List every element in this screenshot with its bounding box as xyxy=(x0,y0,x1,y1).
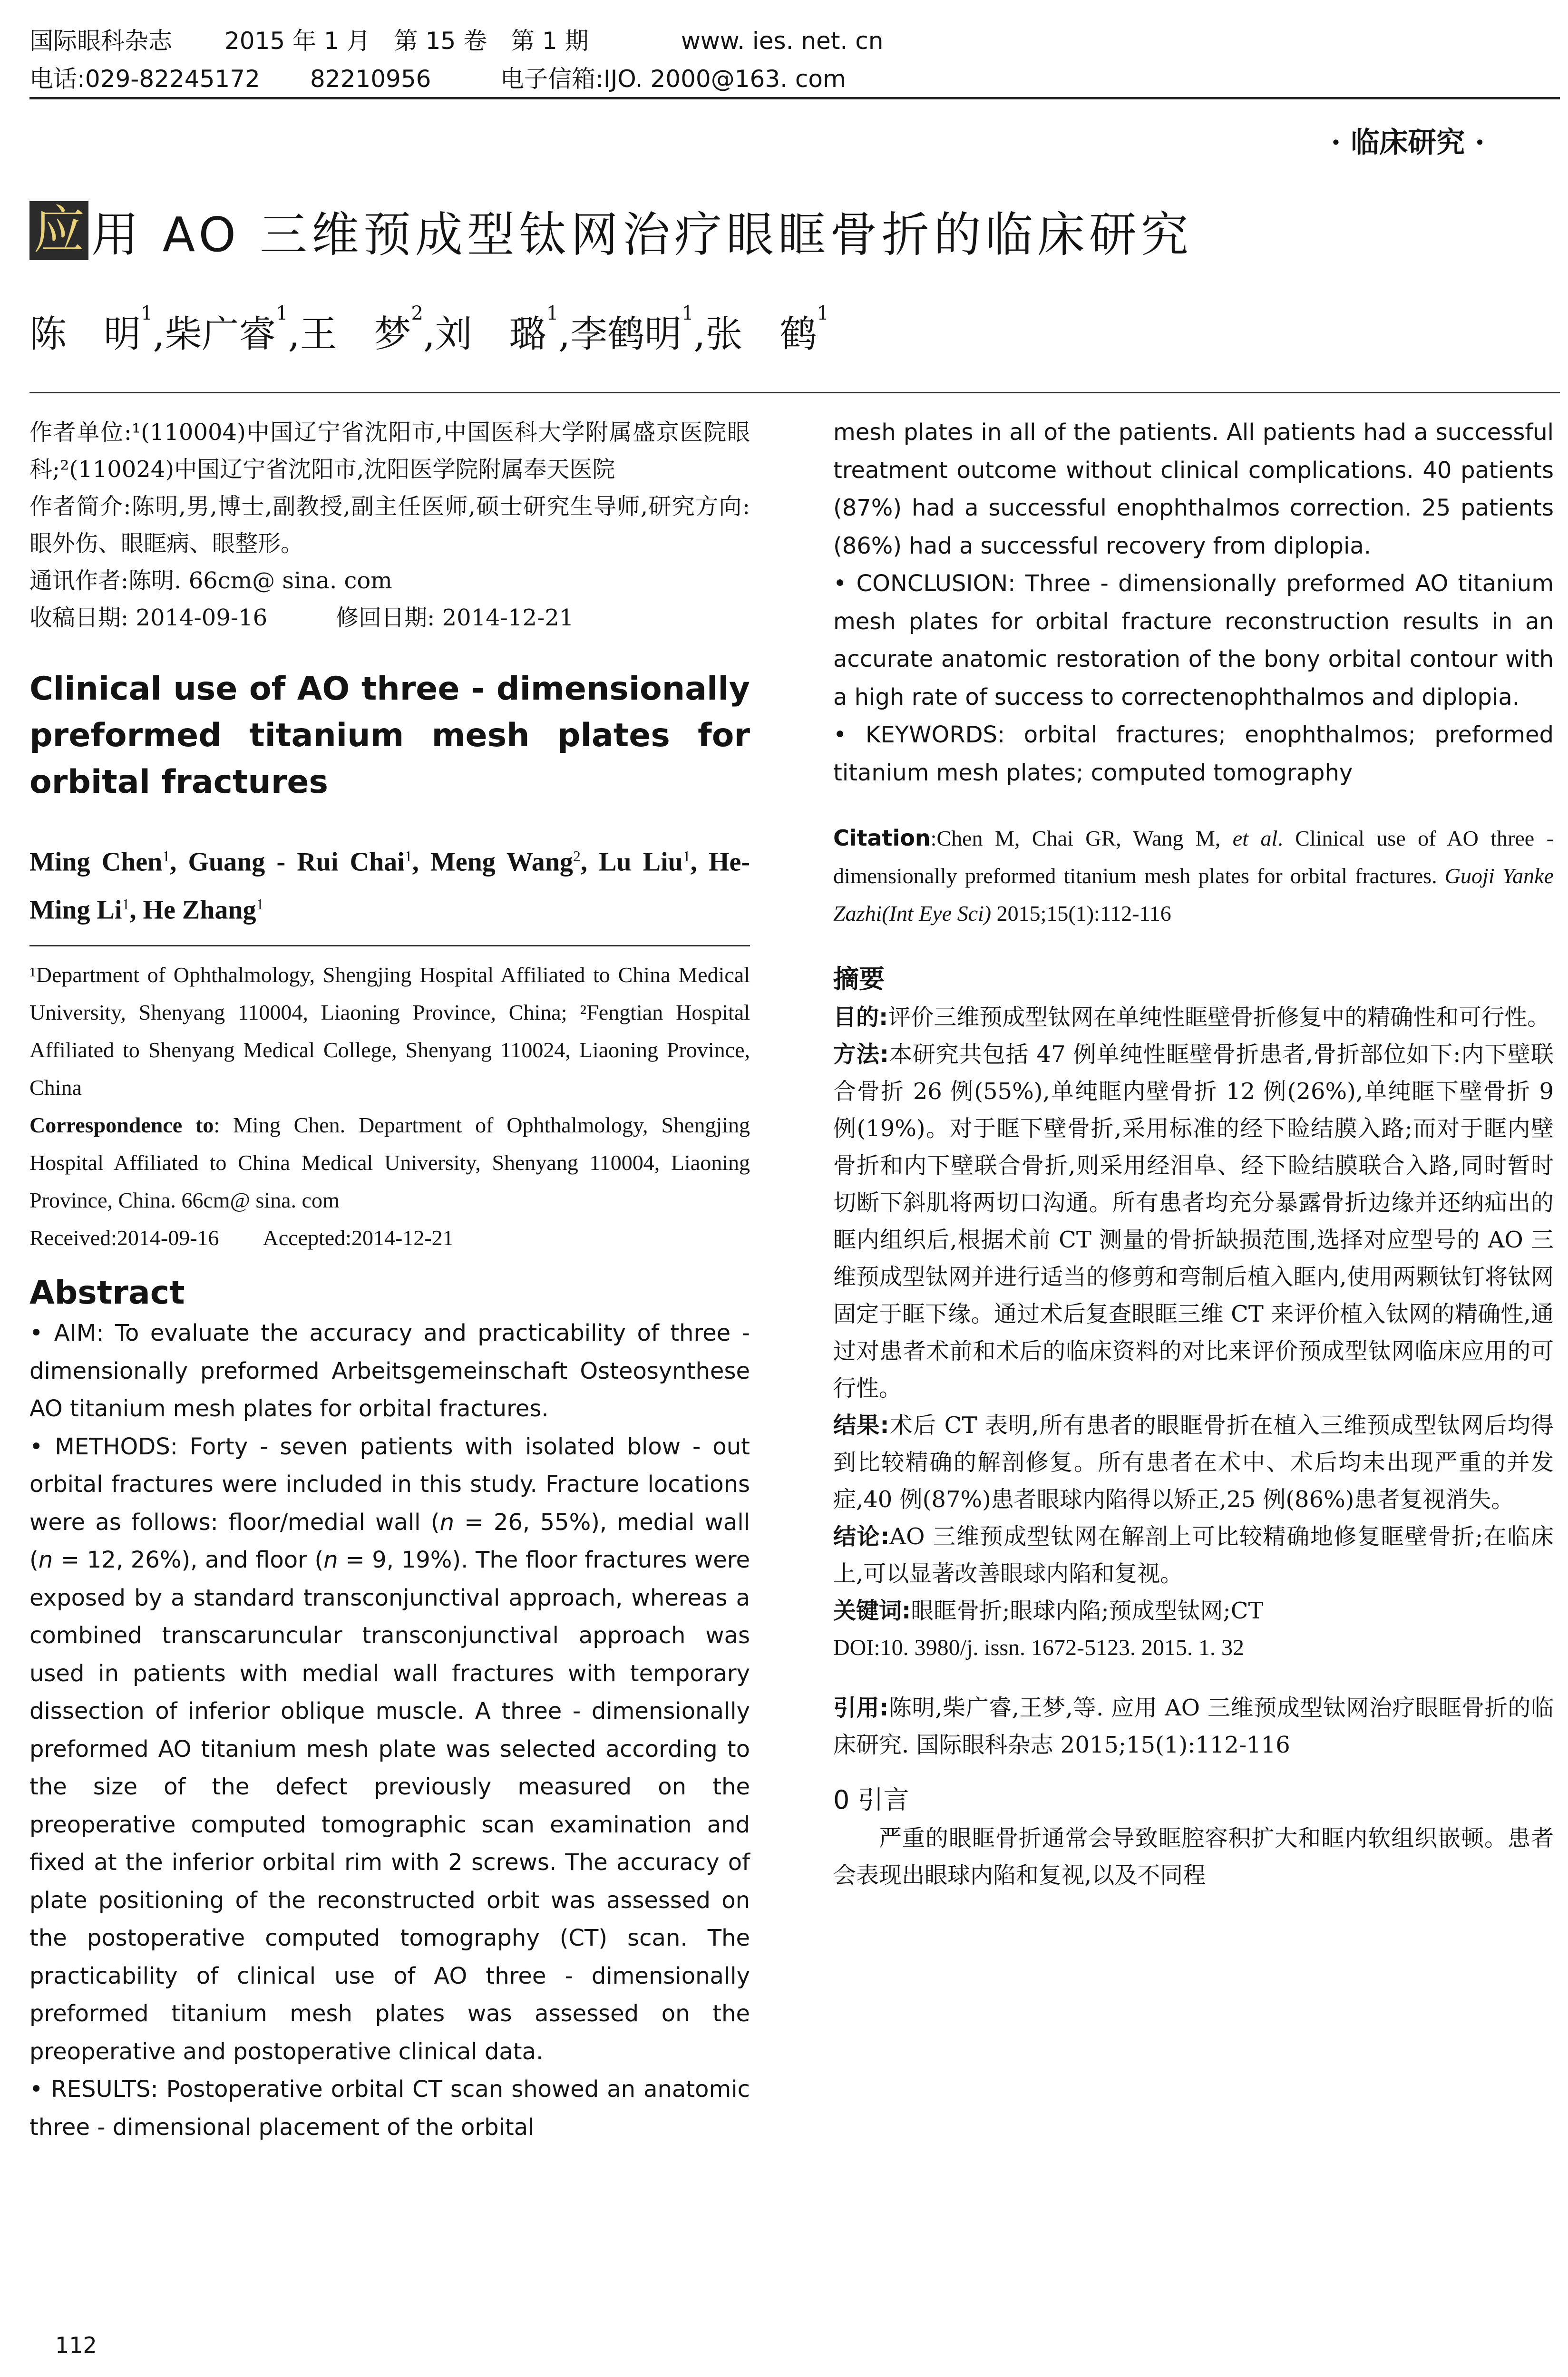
results-cn xyxy=(833,1407,1554,1518)
correspondence-en xyxy=(29,1106,750,1219)
abstract-heading: Abstract xyxy=(29,1274,185,1312)
author-sup: 2 xyxy=(411,302,423,324)
article-title-en: Clinical use of AO three - dimensionally preformed titanium mesh plates for orbital fractures xyxy=(29,670,750,801)
citation-part: 2015;15(1):112-116 xyxy=(991,901,1171,925)
author-en: Guang - Rui Chai xyxy=(188,847,405,877)
author-sup: 1 xyxy=(546,302,559,324)
author-cn: 柴广睿 xyxy=(165,313,276,356)
intro-text: 严重的眼眶骨折通常会导致眶腔容积扩大和眶内软组织嵌顿。患者会表现出眼球内陷和复视,以及不同程 xyxy=(833,1825,1554,1889)
title-initial: 应 xyxy=(29,201,88,260)
conclusion-cn-label: 结论: xyxy=(833,1523,890,1550)
citation-part: . Clinical use of AO three - dimensionally preformed titanium mesh plates for orbital fractures. xyxy=(833,826,1554,888)
methods-cn-text: 本研究共包括 47 例单纯性眶壁骨折患者,骨折部位如下:内下壁联合骨折 26 例(55%),单纯眶内壁骨折 12 例(26%),单纯眶下壁骨折 9 例(19%)。对于眶下壁骨折,采用标准的经下睑结膜入路;而对于眶内壁骨折和内下壁联合骨折,则采用经泪阜、经下睑结膜联合入路,同时暂时切断下斜肌将两切口沟通。所有患者均充分暴露骨折边缘并还纳疝出的眶内组织后,根据术前 CT 测量的骨折缺损范围,选择对应型号的 AO 三维预成型钛网并进行适当的修剪和弯制后植入眶内,使用两颗钛钉将钛网固定于眶下缘。通过术后复查眼眶三维 CT 来评价植入钛网的精确性,通过对患者术前和术后的临床资料的对比来评价预成型钛网临床应用的可行性。 xyxy=(833,1041,1554,1402)
aim-cn-label: 目的: xyxy=(833,1004,888,1031)
abstract-aim: • AIM: To evaluate the accuracy and practicability of three - dimensionally preformed Arbeitsgemeinschaft Osteosynthese AO titanium mesh plates for orbital fractures. xyxy=(29,1320,750,1422)
methods-cn xyxy=(833,1036,1554,1407)
methods-part: = 12, 26%), and floor ( xyxy=(53,1547,324,1574)
methods-part: • METHODS: Forty - seven patients with isolated blow - out orbital fractures were included in this study. Fracture locations were as follows: floor/medial wall ( xyxy=(29,1433,750,1536)
section-tag: · 临床研究 · xyxy=(1331,126,1485,159)
journal-name: 国际眼科杂志 xyxy=(29,27,172,55)
author-en: Ming Chen xyxy=(29,847,163,877)
author-bio-cn: 作者简介:陈明,男,博士,副教授,副主任医师,硕士研究生导师,研究方向:眼外伤、眼眶病、眼整形。 xyxy=(29,493,750,557)
author-en: Meng Wang xyxy=(430,847,573,877)
abstract-cn-heading: 摘要 xyxy=(833,964,885,994)
methods-cn-label: 方法: xyxy=(833,1041,889,1068)
author-sup: 1 xyxy=(817,302,829,324)
title-text: 用 AO 三维预成型钛网治疗眼眶骨折的临床研究 xyxy=(91,207,1193,263)
author-en: Lu Liu xyxy=(599,847,683,877)
n-symbol: n xyxy=(439,1509,454,1536)
phone: 电话:029-82245172 xyxy=(29,65,260,93)
citation-label: Citation xyxy=(833,825,931,851)
author-cn: 陈 明 xyxy=(29,313,141,356)
right-column xyxy=(833,414,1554,1894)
author-sup: 1 xyxy=(256,895,264,913)
citation-part: :Chen M, Chai GR, Wang M, xyxy=(930,826,1221,850)
correspondence-text: : Ming Chen. Department of Ophthalmology, Shengjing Hospital Affiliated to China Medical University, Shenyang 110004, Liaoning Province, China. 66cm@ sina. com xyxy=(29,1113,750,1213)
abstract-conclusion: • CONCLUSION: Three - dimensionally preformed AO titanium mesh plates for orbital fracture reconstruction results in an accurate anatomic restoration of the bony orbital contour with a high rate of success to correctenophthalmos and diplopia. xyxy=(833,570,1554,711)
intro-heading: 0 引言 xyxy=(833,1785,909,1815)
article-title-cn xyxy=(29,190,1193,271)
author-cn: 王 梦 xyxy=(300,313,411,356)
author-sup: 1 xyxy=(141,302,153,324)
abstract-methods xyxy=(29,1428,750,2071)
conclusion-cn-text: AO 三维预成型钛网在解剖上可比较精确地修复眶壁骨折;在临床上,可以显著改善眼球内陷和复视。 xyxy=(833,1523,1554,1587)
author-sup: 1 xyxy=(682,302,694,324)
keywords-cn-label: 关键词: xyxy=(833,1598,911,1624)
author-cn: 李鹤明 xyxy=(570,313,682,356)
keywords-cn xyxy=(833,1592,1554,1629)
citation-journal: Guoji Yanke Zazhi(Int Eye Sci) xyxy=(833,864,1554,925)
methods-part: = 26, 55%), medial wall ( xyxy=(29,1509,750,1574)
abstract-keywords: • KEYWORDS: orbital fractures; enophthalmos; preformed titanium mesh plates; computed tomography xyxy=(833,721,1554,786)
phone-2: 82210956 xyxy=(310,65,431,93)
citation-etal: et al xyxy=(1232,826,1278,850)
affiliation-cn: 作者单位:¹(110004)中国辽宁省沈阳市,中国医科大学附属盛京医院眼科;²(110024)中国辽宁省沈阳市,沈阳医学院附属奉天医院 xyxy=(29,419,750,483)
cite-cn xyxy=(833,1689,1554,1763)
running-header xyxy=(29,22,1537,98)
keywords-cn-text: 眼眶骨折;眼球内陷;预成型钛网;CT xyxy=(911,1598,1264,1624)
authors-en: Ming Chen$^1$, Guang - Rui Chai$^1$, Meng Wang$^2$, Lu Liu$^1$, He-Ming Li$^1$, He Zhang$^1$ xyxy=(29,847,750,925)
left-column xyxy=(29,414,750,2146)
author-sup: 1 xyxy=(682,848,691,865)
results-cn-text: 术后 CT 表明,所有患者的眼眶骨折在植入三维预成型钛网后均得到比较精确的解剖修复。所有患者在术中、术后均未出现严重的并发症,40 例(87%)患者眼球内陷得以矫正,25 例(86%)患者复视消失。 xyxy=(833,1412,1554,1513)
author-sup: 2 xyxy=(573,848,581,865)
author-en: He-Ming Li xyxy=(29,847,750,925)
author-sup: 1 xyxy=(404,848,412,865)
dates-cn: 收稿日期: 2014-09-16 修回日期: 2014-12-21 xyxy=(29,604,574,631)
results-continued: mesh plates in all of the patients. All patients had a successful treatment outcome without clinical complications. 40 patients (87%) had a successful enophthalmos correction. 25 patients (86%) had a successful recovery from diplopia. xyxy=(833,419,1554,559)
authors-cn: 陈 明$^1$,柴广睿$^1$,王 梦$^2$,刘 璐$^1$,李鹤明$^1$,张 鹤$^1$ xyxy=(29,302,829,356)
page-number: 112 xyxy=(55,2332,97,2358)
n-symbol: n xyxy=(38,1547,53,1574)
cite-cn-text: 陈明,柴广睿,王梦,等. 应用 AO 三维预成型钛网治疗眼眶骨折的临床研究. 国际眼科杂志 2015;15(1):112-116 xyxy=(833,1695,1554,1758)
authors-rule xyxy=(29,392,1560,393)
n-symbol: n xyxy=(323,1547,338,1574)
author-sup: 1 xyxy=(122,895,130,913)
doi[interactable]: DOI:10. 3980/j. issn. 1672-5123. 2015. 1. 32 xyxy=(833,1635,1244,1660)
header-rule xyxy=(29,97,1560,99)
corresponding-cn: 通讯作者:陈明. 66cm@ sina. com xyxy=(29,567,392,594)
email[interactable]: 电子信箱:IJO. 2000@163. com xyxy=(500,65,846,93)
author-sup: 1 xyxy=(162,848,170,865)
correspondence-label: Correspondence to xyxy=(29,1113,214,1138)
author-en: He Zhang xyxy=(143,895,256,925)
affiliation-rule xyxy=(29,945,750,946)
conclusion-cn xyxy=(833,1518,1554,1592)
author-cn: 刘 璐 xyxy=(435,313,546,356)
aim-cn-text: 评价三维预成型钛网在单纯性眶壁骨折修复中的精确性和可行性。 xyxy=(888,1004,1550,1031)
citation-en xyxy=(833,819,1554,932)
results-cn-label: 结果: xyxy=(833,1412,889,1439)
affiliation-en: ¹Department of Ophthalmology, Shengjing Hospital Affiliated to China Medical University, Shenyang 110004, Liaoning Province, China; ²Fengtian Hospital Affiliated to Shenyang Medical College, Shenyang 110024, Liaoning Province, China xyxy=(29,963,750,1100)
abstract-results: • RESULTS: Postoperative orbital CT scan showed an anatomic three - dimensional placement of the orbital xyxy=(29,2076,750,2141)
received-accepted: Received:2014-09-16 Accepted:2014-12-21 xyxy=(29,1226,454,1250)
methods-part: = 9, 19%). The floor fractures were exposed by a standard transconjunctival approach, whereas a combined transcaruncular transconjunctival approach was used in patients with medial wall fractures with temporary dissection of inferior oblique muscle. A three - dimensionally preformed AO titanium mesh plate was selected according to the size of the defect previously measured on the preoperative computed tomographic scan examination and fixed at the inferior orbital rim with 2 screws. The accuracy of plate positioning of the reconstructed orbit was assessed on the postoperative computed tomography (CT) scan. The practicability of clinical use of AO three - dimensionally preformed titanium mesh plates was assessed on the preoperative and postoperative clinical data. xyxy=(29,1547,750,2065)
author-cn: 张 鹤 xyxy=(705,313,817,356)
website[interactable]: www. ies. net. cn xyxy=(681,27,884,55)
issue-info: 2015 年 1 月 第 15 卷 第 1 期 xyxy=(224,27,589,55)
cite-cn-label: 引用: xyxy=(833,1695,889,1721)
author-sup: 1 xyxy=(276,302,288,324)
aim-cn xyxy=(833,999,1554,1036)
